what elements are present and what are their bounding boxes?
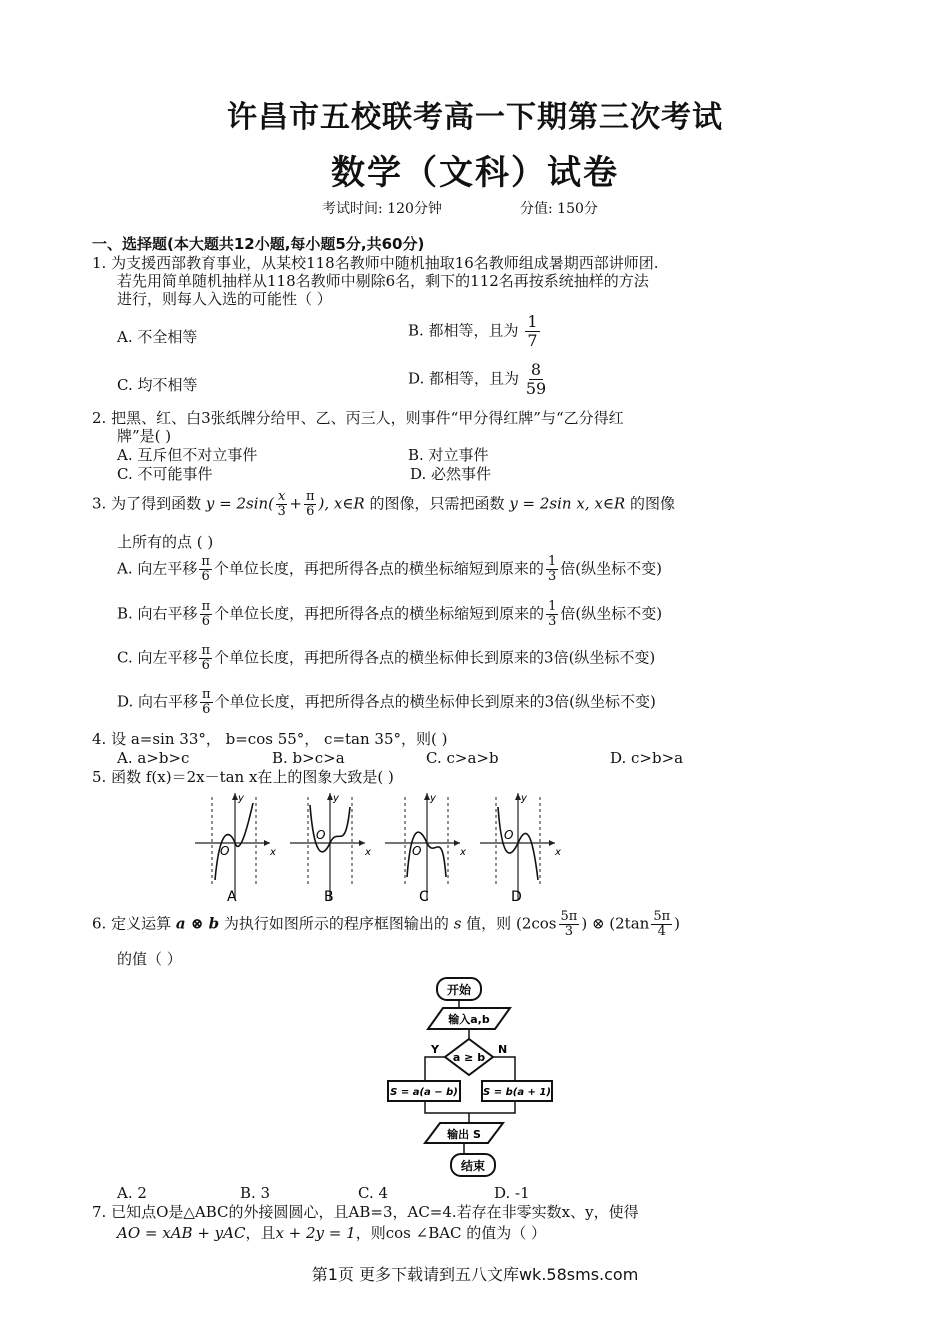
origin: O xyxy=(316,828,326,842)
axis-x: x xyxy=(555,847,561,858)
q4-option-a: A. a>b>c xyxy=(117,749,190,767)
q3-option-c: C. 向左平移 $\frac{\pi}{6}$ 个单位长度，再把所得各点的横坐标伸长到原来的3倍(纵坐标不变) xyxy=(117,643,656,673)
graph-c xyxy=(385,793,466,905)
exam-title: 许昌市五校联考高一下期第三次考试 xyxy=(227,100,723,135)
flow-input: 输入a,b xyxy=(448,1013,490,1026)
fraction: $\frac{1}{3}$ xyxy=(547,554,557,584)
q4-option-d: D. c>b>a xyxy=(610,749,684,767)
fraction: $\frac{x}{3}$ xyxy=(277,489,286,519)
q3-option-a: A. 向左平移 $\frac{\pi}{6}$ 个单位长度，再把所得各点的横坐标缩短到原来的 $\frac{1}{3}$ 倍(纵坐标不变) xyxy=(117,554,662,584)
flow-yes: Y xyxy=(431,1043,439,1056)
fraction: $\frac{8}{59}$ xyxy=(525,360,547,398)
section-heading: 一、选择题(本大题共12小题,每小题5分,共60分) xyxy=(92,235,425,253)
paper-subtitle: 数学（文科）试卷 xyxy=(331,153,619,193)
origin: O xyxy=(412,844,422,858)
flow-left-process: S = a(a − b) xyxy=(390,1087,458,1098)
origin: O xyxy=(504,828,514,842)
q1-option-d: D. 都相等，且为 $\frac{8}{59}$ xyxy=(408,360,547,398)
axis-x: x xyxy=(270,847,276,858)
q3-line1: 3. 为了得到函数 y = 2sin( $\frac{x}{3}$ + $\frac{\pi}{6}$ ), x∈R 的图像，只需把函数 y = 2sin x, x∈R 的图像 xyxy=(92,489,676,519)
fraction: $\frac{\pi}{6}$ xyxy=(201,643,211,673)
q4-option-c: C. c>a>b xyxy=(426,749,499,767)
q6-option-c: C. 4 xyxy=(358,1184,389,1202)
q2-option-a: A. 互斥但不对立事件 xyxy=(117,446,258,464)
q6-option-b: B. 3 xyxy=(240,1184,271,1202)
q1-option-c: C. 均不相等 xyxy=(117,376,198,394)
q1-option-b: B. 都相等，且为 $\frac{1}{7}$ xyxy=(408,312,538,350)
flow-no: N xyxy=(498,1043,508,1056)
axis-x: x xyxy=(460,847,466,858)
q2-option-b: B. 对立事件 xyxy=(408,446,489,464)
flow-condition: a ≥ b xyxy=(452,1051,486,1064)
fraction: $\frac{5\pi}{4}$ xyxy=(653,909,671,939)
q7-line2: AO = xAB + yAC，且x + 2y = 1，则cos ∠BAC 的值为（ ） xyxy=(117,1224,547,1242)
flow-output: 输出 S xyxy=(447,1128,481,1141)
q4-line1: 4. 设 a=sin 33°， b=cos 55°， c=tan 35°，则( ) xyxy=(92,730,448,748)
q2-line2: 牌”是( ) xyxy=(117,427,172,445)
q6-option-a: A. 2 xyxy=(117,1184,147,1202)
origin: O xyxy=(220,844,230,858)
graph-label-d: D xyxy=(511,889,522,905)
fraction: $\frac{\pi}{6}$ xyxy=(305,489,315,519)
q1-line3: 进行，则每人入选的可能性（ ） xyxy=(117,290,332,308)
flow-end: 结束 xyxy=(460,1159,486,1173)
fraction: $\frac{\pi}{6}$ xyxy=(201,554,210,584)
q6-line1: 6. 定义运算 a ⊗ b 为执行如图所示的程序框图输出的 s 值，则 (2cos $\frac{5\pi}{3}$ ) ⊗ (2tan $\frac{5\pi}{4}$ ) xyxy=(92,909,680,939)
axis-y: y xyxy=(430,793,436,804)
graph-b xyxy=(290,793,371,905)
page-footer: 第1页 更多下载请到五八文库wk.58sms.com xyxy=(311,1265,639,1284)
q2-option-c: C. 不可能事件 xyxy=(117,465,213,483)
fraction: $\frac{1}{3}$ xyxy=(548,599,557,629)
fraction: $\frac{\pi}{6}$ xyxy=(202,687,211,717)
q7-line1: 7. 已知点O是△ABC的外接圆圆心，且AB=3，AC=4.若存在非零实数x、y，使得 xyxy=(92,1203,639,1221)
exam-time: 考试时间: 120分钟 xyxy=(322,201,442,217)
graph-d xyxy=(480,793,561,905)
q3-option-d: D. 向右平移 $\frac{\pi}{6}$ 个单位长度，再把所得各点的横坐标伸长到原来的3倍(纵坐标不变) xyxy=(117,687,656,717)
fraction: $\frac{1}{7}$ xyxy=(527,312,538,350)
q1-line2: 若先用简单随机抽样从118名教师中剔除6名，剩下的112名再按系统抽样的方法 xyxy=(117,272,649,290)
flow-start: 开始 xyxy=(446,983,472,997)
flow-right-process: S = b(a + 1) xyxy=(483,1087,551,1098)
q5-line1: 5. 函数 f(x)＝2x－tan x在上的图象大致是( ) xyxy=(92,768,394,786)
q1-option-a: A. 不全相等 xyxy=(117,328,198,346)
graph-label-a: A xyxy=(227,889,237,905)
fraction: $\frac{\pi}{6}$ xyxy=(201,599,211,629)
q6-option-d: D. -1 xyxy=(494,1184,530,1202)
exam-score: 分值: 150分 xyxy=(520,201,598,217)
graph-label-b: B xyxy=(324,889,334,905)
axis-y: y xyxy=(521,793,527,804)
axis-y: y xyxy=(238,793,244,804)
q5-graphs xyxy=(190,785,570,910)
q3-line2: 上所有的点 ( ) xyxy=(117,533,214,551)
axis-y: y xyxy=(333,793,339,804)
q2-option-d: D. 必然事件 xyxy=(410,465,492,483)
q4-option-b: B. b>c>a xyxy=(272,749,345,767)
flowchart xyxy=(385,975,560,1180)
graph-label-c: C xyxy=(419,889,429,905)
q1-line1: 1. 为支援西部教育事业，从某校118名教师中随机抽取16名教师组成暑期西部讲师团. xyxy=(92,254,659,272)
q6-line2: 的值（ ） xyxy=(117,950,182,968)
graph-a xyxy=(195,793,276,905)
fraction: $\frac{5\pi}{3}$ xyxy=(560,909,578,939)
q2-line1: 2. 把黑、红、白3张纸牌分给甲、乙、丙三人，则事件“甲分得红牌”与“乙分得红 xyxy=(92,409,624,427)
q3-option-b: B. 向右平移 $\frac{\pi}{6}$ 个单位长度，再把所得各点的横坐标缩短到原来的 $\frac{1}{3}$ 倍(纵坐标不变) xyxy=(117,599,663,629)
axis-x: x xyxy=(365,847,371,858)
